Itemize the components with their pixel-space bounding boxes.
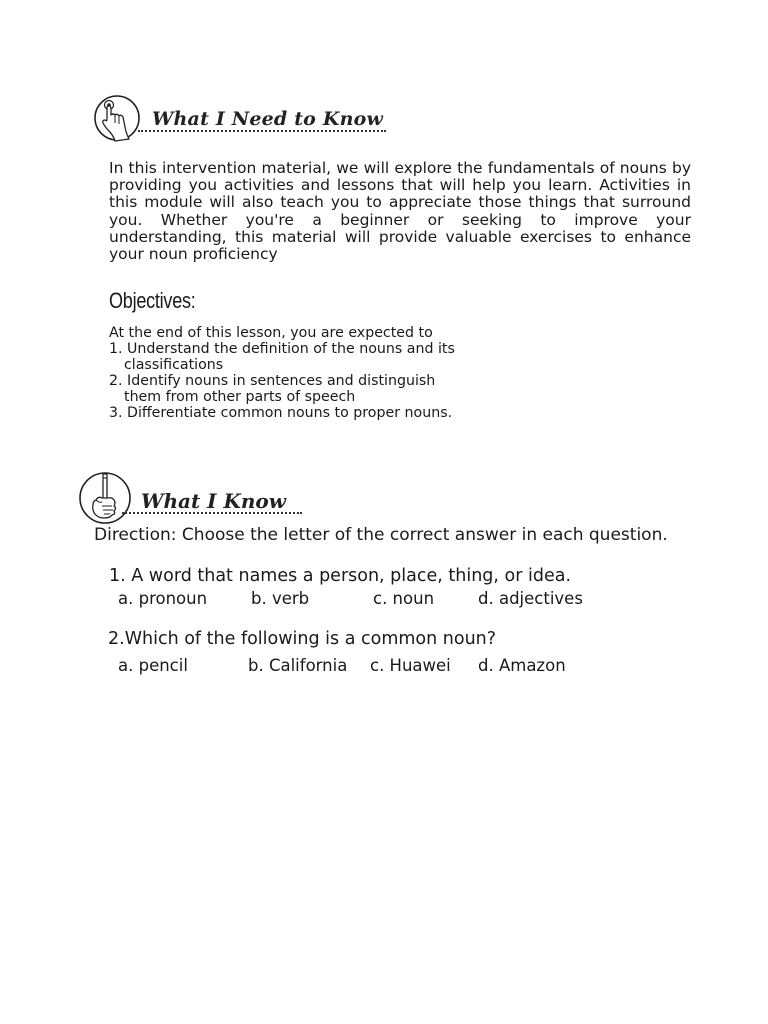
choice-1c[interactable]: c. noun: [373, 589, 435, 608]
choice-2b[interactable]: b. California: [248, 656, 348, 675]
choice-2a[interactable]: a. pencil: [118, 656, 188, 675]
objective-line: 3. Differentiate common nouns to proper nouns.: [109, 405, 453, 421]
section-title-what-i-know: What I Know: [141, 489, 286, 513]
direction-text: Direction: Choose the letter of the correct answer in each question.: [94, 525, 668, 545]
hand-holding-pencil-icon: [76, 470, 134, 526]
choice-1b[interactable]: b. verb: [251, 589, 310, 608]
objectives-list: [109, 325, 529, 421]
choice-1d[interactable]: d. adjectives: [478, 589, 583, 608]
intro-paragraph: In this intervention material, we will explore the fundamentals of nouns by providing you activities and lessons that will help you learn. Activities in this module will also teach you to appreciate those things that surround you. Whether you're a beginner or seeking to improve your understanding, this material will provide valuable exercises to enhance your noun proficiency: [109, 159, 691, 264]
question-2: 2.Which of the following is a common noun?: [108, 629, 497, 649]
objective-line: 2. Identify nouns in sentences and distinguish: [109, 373, 436, 389]
objective-line: 1. Understand the definition of the nouns and its: [109, 341, 455, 357]
pointing-hand-icon: [93, 93, 145, 143]
objectives-lead: At the end of this lesson, you are expected to: [109, 325, 433, 341]
section-title-what-i-need-to-know: What I Need to Know: [152, 108, 384, 130]
choice-2d[interactable]: d. Amazon: [478, 656, 566, 675]
title-underline-dots: [122, 512, 302, 514]
choice-2c[interactable]: c. Huawei: [370, 656, 451, 675]
title-underline-dots: [138, 130, 386, 132]
objectives-heading: Objectives:: [109, 288, 196, 313]
objective-line: classifications: [124, 357, 224, 373]
choice-1a[interactable]: a. pronoun: [118, 589, 208, 608]
question-1: 1. A word that names a person, place, thing, or idea.: [109, 566, 572, 586]
objective-line: them from other parts of speech: [124, 389, 356, 405]
